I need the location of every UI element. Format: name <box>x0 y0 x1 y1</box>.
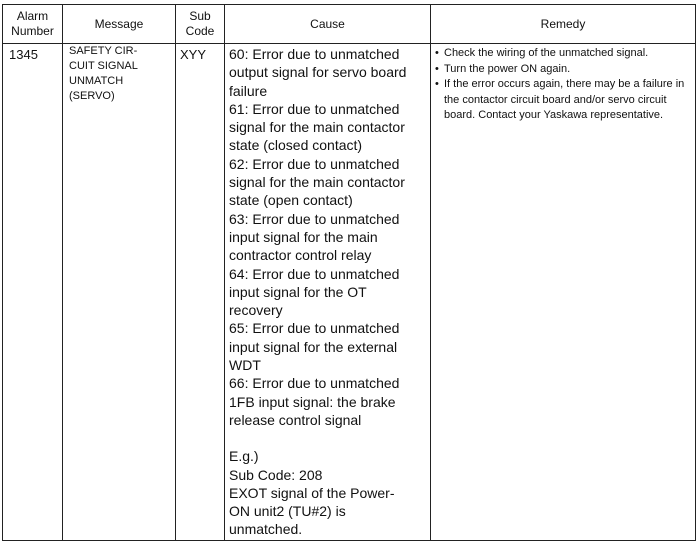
cause-line: 65: Error due to unmatched <box>229 320 400 337</box>
cause-line: output signal for servo board <box>229 64 407 81</box>
remedy-item: • If the error occurs again, there may be a failure in the contactor circuit board and/or servo circuit board. Contact your Yaskawa representative. <box>435 77 691 124</box>
sub-code: XYY <box>180 47 207 62</box>
cause-line: 62: Error due to unmatched <box>229 155 400 172</box>
alarm-table <box>2 4 696 541</box>
table-row <box>3 44 696 541</box>
cause-line: 64: Error due to unmatched <box>229 265 400 282</box>
remedy-list <box>435 46 691 124</box>
header-sub-code: Sub Code <box>176 5 225 44</box>
example-line: unmatched. <box>229 521 303 538</box>
cause-line: failure <box>229 82 268 99</box>
remedy-cell <box>431 44 696 541</box>
sub-code-cell <box>176 44 225 541</box>
alarm-message: SAFETY CIR- CUIT SIGNAL UNMATCH (SERVO) <box>69 45 138 102</box>
cause-line: release control signal <box>229 411 362 428</box>
cause-line: state (open contact) <box>229 192 353 209</box>
cause-line: 61: Error due to unmatched <box>229 100 400 117</box>
cause-line: state (closed contact) <box>229 137 363 154</box>
header-message: Message <box>63 5 176 44</box>
header-remedy: Remedy <box>431 5 696 44</box>
cause-line: 60: Error due to unmatched <box>229 46 400 62</box>
cause-line: WDT <box>229 357 261 374</box>
example-line: EXOT signal of the Power- <box>229 484 395 501</box>
example-line: Sub Code: 208 <box>229 466 323 483</box>
cause-list <box>229 45 428 429</box>
cause-line: input signal for the OT <box>229 283 367 300</box>
header-cause: Cause <box>225 5 431 44</box>
cause-line: contractor control relay <box>229 247 372 264</box>
cause-line: signal for the main contactor <box>229 119 405 136</box>
header-alarm-number: Alarm Number <box>3 5 63 44</box>
cause-line: 1FB input signal: the brake <box>229 393 396 410</box>
remedy-item: • Check the wiring of the unmatched signal. <box>435 46 691 62</box>
alarm-number-cell <box>3 44 63 541</box>
message-cell <box>63 44 176 541</box>
cause-line: signal for the main contactor <box>229 174 405 191</box>
header-row <box>3 5 696 44</box>
cause-example <box>229 447 428 538</box>
cause-cell <box>225 44 431 541</box>
cause-line: 63: Error due to unmatched <box>229 210 400 227</box>
alarm-number: 1345 <box>9 47 38 62</box>
example-line: E.g.) <box>229 448 259 465</box>
cause-line: recovery <box>229 302 283 319</box>
cause-text <box>225 44 430 539</box>
cause-line: input signal for the external <box>229 338 398 355</box>
remedy-text <box>431 44 695 124</box>
cause-line: 66: Error due to unmatched <box>229 375 400 392</box>
example-line: ON unit2 (TU#2) is <box>229 503 346 520</box>
cause-line: input signal for the main <box>229 228 378 245</box>
remedy-item: • Turn the power ON again. <box>435 62 691 78</box>
